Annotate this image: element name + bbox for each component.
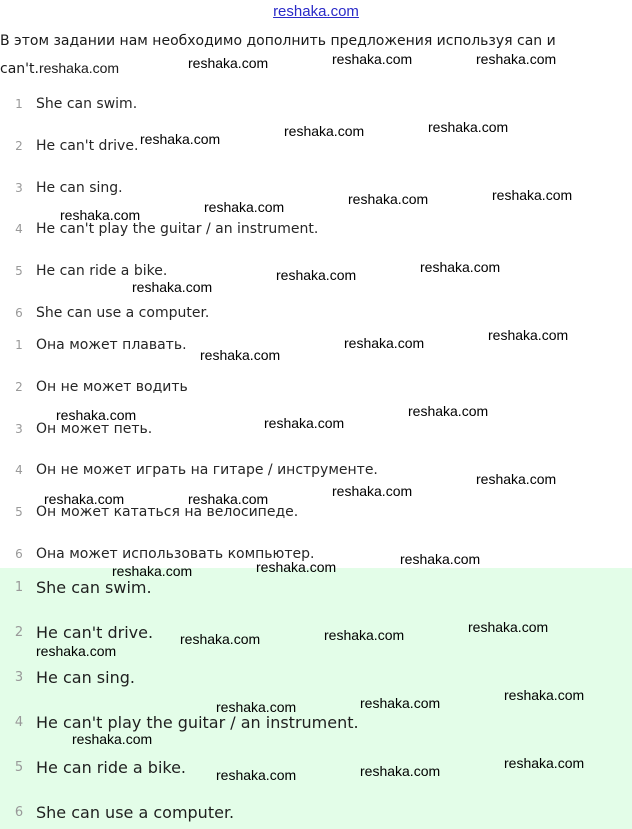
watermark: reshaka.com — [284, 123, 365, 139]
watermark: reshaka.com — [428, 119, 509, 135]
watermark: reshaka.com — [140, 131, 221, 147]
list-item — [0, 800, 234, 824]
item-text: Он не может играть на гитаре / инструменте. — [36, 462, 378, 478]
list-item — [0, 301, 209, 325]
watermark: reshaka.com — [468, 619, 549, 635]
watermark: reshaka.com — [180, 631, 261, 647]
watermark: reshaka.com — [344, 335, 425, 351]
list-item — [0, 217, 318, 241]
item-number: 2 — [15, 380, 23, 394]
item-number: 5 — [15, 505, 23, 519]
list-item — [0, 176, 123, 200]
item-number: 1 — [15, 338, 23, 352]
watermark: reshaka.com — [56, 407, 137, 423]
intro-text: В этом задании нам необходимо дополнить предложения используя can и can't. — [0, 33, 556, 77]
watermark: reshaka.com — [348, 191, 429, 207]
watermark: reshaka.com — [36, 643, 117, 659]
item-number: 2 — [15, 139, 23, 153]
watermark: reshaka.com — [400, 551, 481, 567]
list-item — [0, 458, 378, 482]
watermark: reshaka.com — [204, 199, 285, 215]
item-number: 2 — [14, 624, 24, 640]
watermark: reshaka.com — [112, 563, 193, 579]
watermark: reshaka.com — [360, 695, 441, 711]
watermark: reshaka.com — [216, 767, 297, 783]
watermark: reshaka.com — [492, 187, 573, 203]
list-item — [0, 710, 359, 734]
watermark: reshaka.com — [324, 627, 405, 643]
item-text: He can ride a bike. — [36, 757, 187, 777]
item-text: He can't play the guitar / an instrument. — [36, 712, 359, 732]
item-number: 1 — [15, 97, 23, 111]
item-text: She can swim. — [36, 577, 152, 597]
list-item — [0, 134, 138, 158]
list-item — [0, 755, 186, 779]
item-number: 6 — [14, 804, 24, 820]
watermark: reshaka.com — [200, 347, 281, 363]
item-number: 6 — [15, 547, 23, 561]
item-number: 3 — [14, 669, 24, 685]
item-text: He can't drive. — [36, 138, 139, 154]
item-text: Она может использовать компьютер. — [36, 546, 315, 562]
watermark: reshaka.com — [420, 259, 501, 275]
watermark: reshaka.com — [60, 207, 141, 223]
item-text: He can sing. — [36, 667, 135, 687]
watermark: reshaka.com — [256, 559, 337, 575]
item-number: 6 — [15, 306, 23, 320]
watermark: reshaka.com — [188, 491, 269, 507]
list-item — [0, 620, 153, 644]
site-link[interactable]: reshaka.com — [273, 3, 359, 20]
item-number: 4 — [15, 222, 23, 236]
watermark: reshaka.com — [276, 267, 357, 283]
watermark: reshaka.com — [476, 471, 557, 487]
watermark: reshaka.com — [476, 51, 557, 67]
item-text: Он может кататься на велосипеде. — [36, 504, 299, 520]
item-text: She can use a computer. — [36, 305, 210, 321]
watermark: reshaka.com — [132, 279, 213, 295]
item-number: 3 — [15, 181, 23, 195]
item-number: 3 — [15, 422, 23, 436]
watermark: reshaka.com — [188, 55, 269, 71]
list-item — [0, 333, 187, 357]
watermark: reshaka.com — [488, 327, 569, 343]
list-item — [0, 375, 188, 399]
item-number: 1 — [14, 579, 24, 595]
list-item — [0, 665, 135, 689]
intro-watermark: reshaka.com — [38, 60, 120, 76]
watermark: reshaka.com — [504, 755, 585, 771]
item-number: 4 — [15, 463, 23, 477]
watermark: reshaka.com — [332, 51, 413, 67]
watermark: reshaka.com — [216, 699, 297, 715]
watermark: reshaka.com — [264, 415, 345, 431]
item-text: He can't drive. — [36, 622, 154, 642]
item-number: 5 — [15, 264, 23, 278]
item-text: He can ride a bike. — [36, 263, 168, 279]
item-number: 4 — [14, 714, 24, 730]
watermark: reshaka.com — [332, 483, 413, 499]
watermark: reshaka.com — [360, 763, 441, 779]
item-text: She can swim. — [36, 96, 138, 112]
item-text: He can sing. — [36, 180, 123, 196]
watermark: reshaka.com — [504, 687, 585, 703]
item-text: He can't play the guitar / an instrument. — [36, 221, 319, 237]
item-text: Она может плавать. — [36, 337, 187, 353]
watermark: reshaka.com — [408, 403, 489, 419]
watermark: reshaka.com — [72, 731, 153, 747]
item-number: 5 — [14, 759, 24, 775]
watermark: reshaka.com — [44, 491, 125, 507]
list-item — [0, 92, 137, 116]
item-text: She can use a computer. — [36, 802, 235, 822]
item-text: Он не может водить — [36, 379, 188, 395]
item-text: Он может петь. — [36, 421, 153, 437]
